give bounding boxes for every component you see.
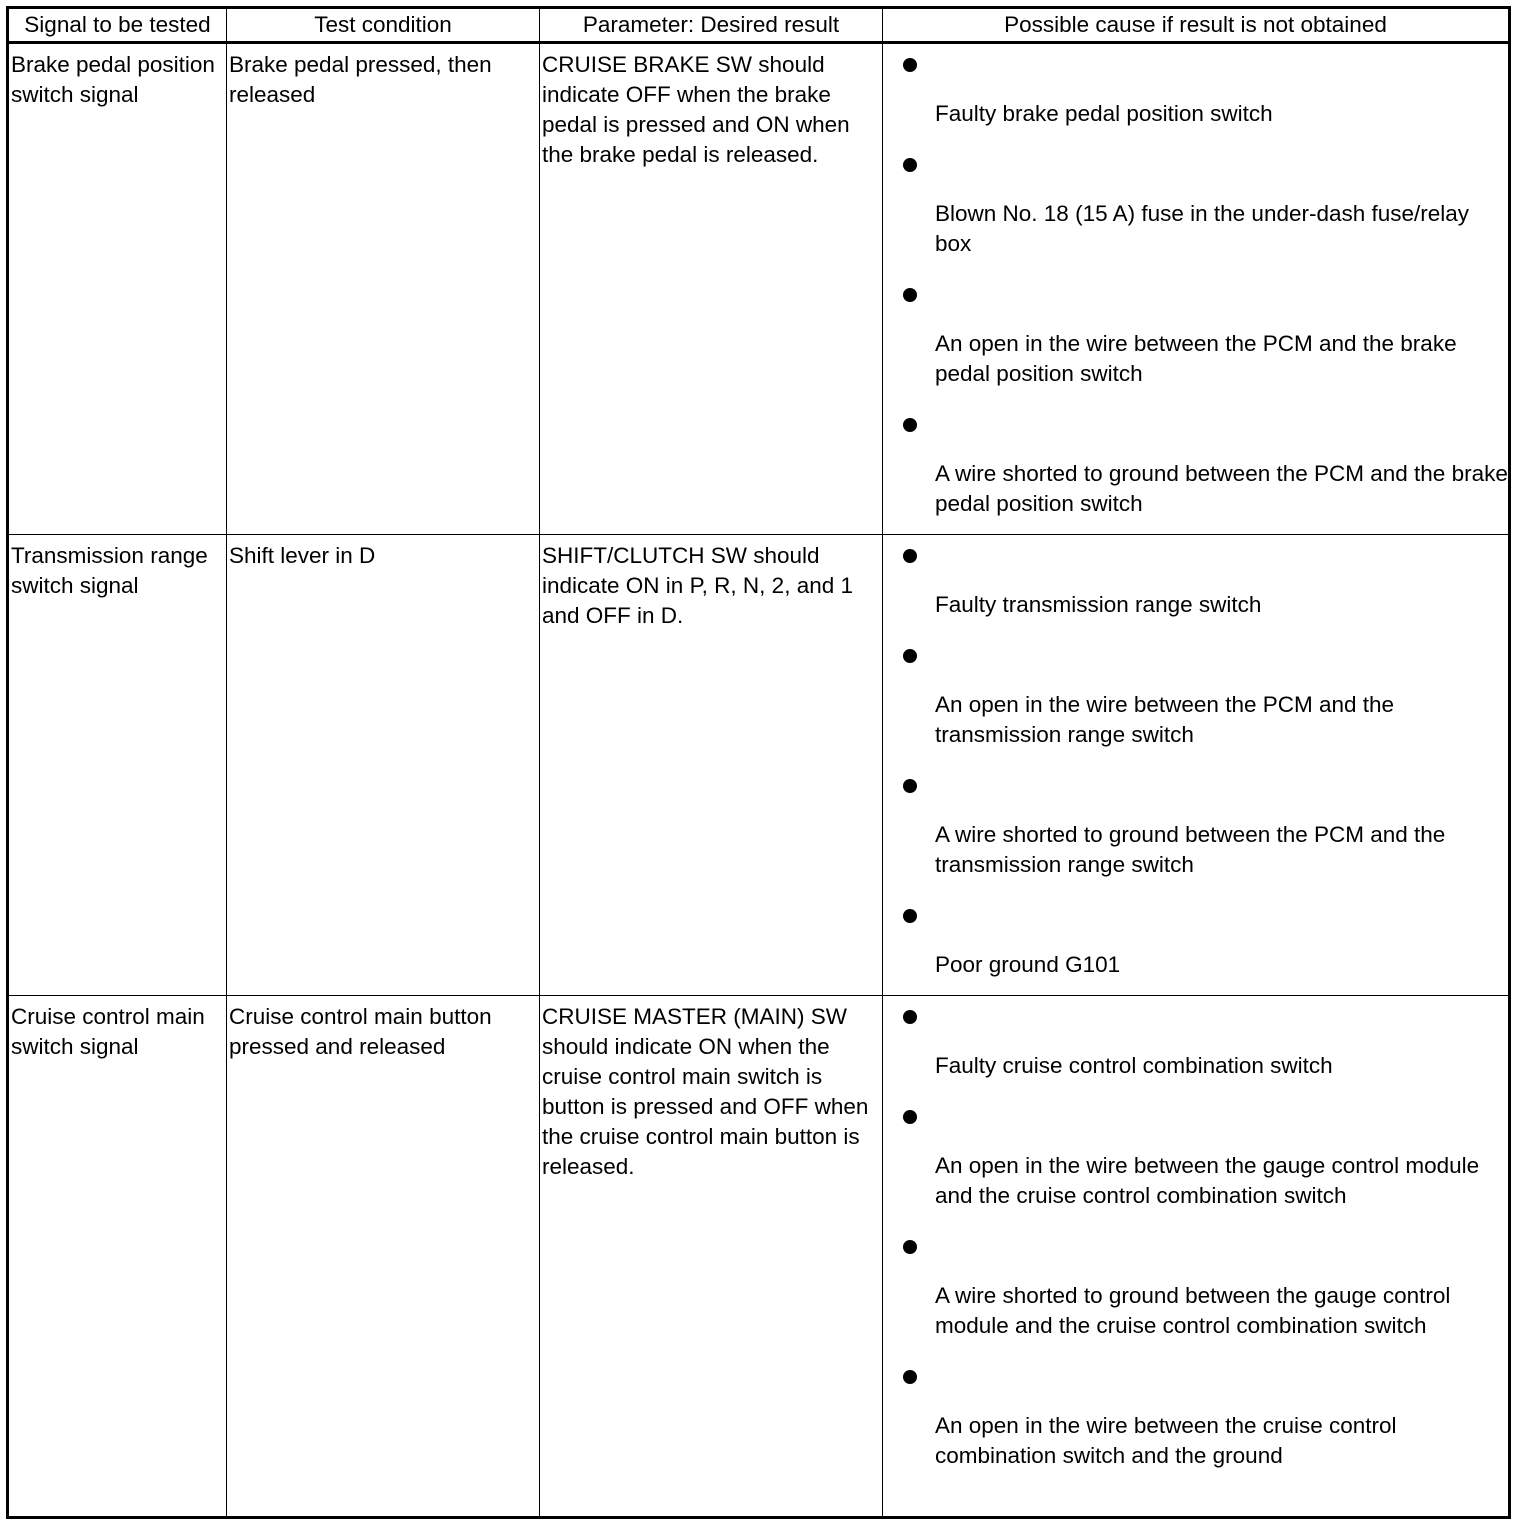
header-parameter: Parameter: Desired result <box>540 8 883 43</box>
bullet-icon <box>903 418 917 432</box>
table-row <box>8 996 1510 1518</box>
cause-text: Faulty cruise control combination switch <box>935 1053 1333 1078</box>
bullet-icon <box>903 1240 917 1254</box>
cause-text: Blown No. 18 (15 A) fuse in the under-dash fuse/relay box <box>935 201 1470 256</box>
cause-item <box>883 635 1508 765</box>
cause-item <box>883 765 1508 895</box>
cause-item <box>883 996 1508 1096</box>
bullet-icon <box>903 909 917 923</box>
header-signal: Signal to be tested <box>8 8 227 43</box>
condition-cell: Brake pedal pressed, then released <box>227 43 540 535</box>
cause-text: A wire shorted to ground between the PCM and the brake pedal position switch <box>935 461 1508 516</box>
cause-text: An open in the wire between the cruise control combination switch and the ground <box>935 1413 1397 1468</box>
cause-text: Faulty brake pedal position switch <box>935 101 1273 126</box>
bullet-icon <box>903 1370 917 1384</box>
cause-item <box>883 404 1508 534</box>
cause-item <box>883 535 1508 635</box>
cause-item <box>883 1226 1508 1356</box>
bullet-icon <box>903 158 917 172</box>
condition-cell: Shift lever in D <box>227 535 540 996</box>
cause-text: An open in the wire between the gauge control module and the cruise control combination switch <box>935 1153 1480 1208</box>
cause-item <box>883 274 1508 404</box>
cause-text: Poor ground G101 <box>935 952 1121 977</box>
signal-cell: Brake pedal position switch signal <box>8 43 227 535</box>
cause-text: An open in the wire between the PCM and the brake pedal position switch <box>935 331 1457 386</box>
causes-cell <box>883 43 1510 535</box>
cause-text: A wire shorted to ground between the gauge control module and the cruise control combination switch <box>935 1283 1451 1338</box>
cause-item <box>883 44 1508 144</box>
cause-text: A wire shorted to ground between the PCM and the transmission range switch <box>935 822 1446 877</box>
bullet-icon <box>903 58 917 72</box>
signal-cell: Transmission range switch signal <box>8 535 227 996</box>
cause-item <box>883 1356 1508 1486</box>
cause-text: An open in the wire between the PCM and the transmission range switch <box>935 692 1395 747</box>
cause-item <box>883 895 1508 995</box>
bullet-icon <box>903 779 917 793</box>
bullet-icon <box>903 649 917 663</box>
signal-cell: Cruise control main switch signal <box>8 996 227 1518</box>
parameter-cell: SHIFT/CLUTCH SW should indicate ON in P, R, N, 2, and 1 and OFF in D. <box>540 535 883 996</box>
causes-cell <box>883 535 1510 996</box>
parameter-cell: CRUISE BRAKE SW should indicate OFF when the brake pedal is pressed and ON when the brake pedal is released. <box>540 43 883 535</box>
bullet-icon <box>903 1110 917 1124</box>
condition-cell: Cruise control main button pressed and released <box>227 996 540 1518</box>
bullet-icon <box>903 1010 917 1024</box>
cause-text: Faulty transmission range switch <box>935 592 1262 617</box>
parameter-cell: CRUISE MASTER (MAIN) SW should indicate ON when the cruise control main switch is button is pressed and OFF when the cruise control main button is released. <box>540 996 883 1518</box>
diagnostic-table <box>6 6 1511 1519</box>
table-row <box>8 43 1510 535</box>
table-row <box>8 535 1510 996</box>
cause-item <box>883 144 1508 274</box>
header-row <box>8 8 1510 43</box>
bullet-icon <box>903 288 917 302</box>
causes-cell <box>883 996 1510 1518</box>
bullet-icon <box>903 549 917 563</box>
header-causes: Possible cause if result is not obtained <box>883 8 1510 43</box>
cause-item <box>883 1096 1508 1226</box>
header-condition: Test condition <box>227 8 540 43</box>
